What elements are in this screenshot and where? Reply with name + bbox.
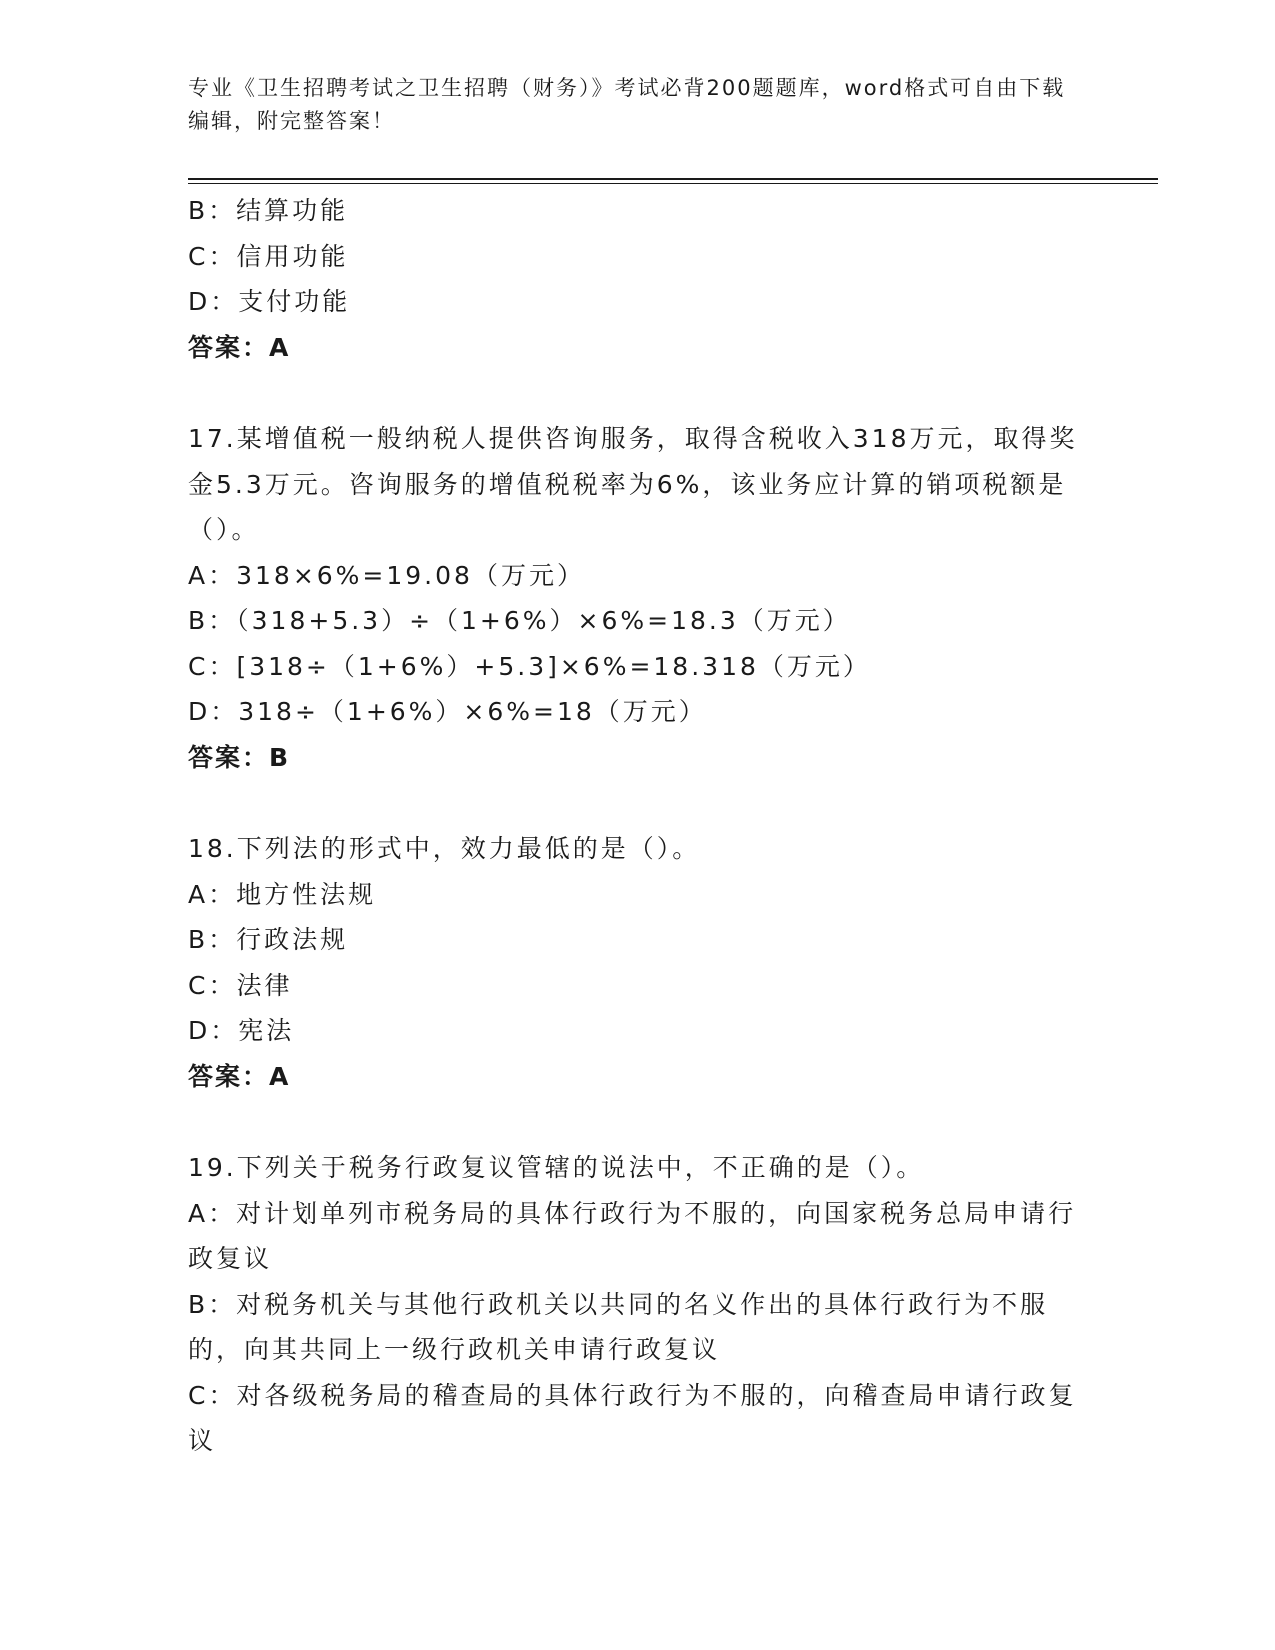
option-a: A：对计划单列市税务局的具体行政行为不服的，向国家税务总局申请行政复议 bbox=[188, 1198, 1077, 1273]
document-header bbox=[188, 72, 1068, 138]
question-17 bbox=[188, 416, 1088, 780]
answer-line: 答案：A bbox=[188, 332, 291, 362]
header-title: 专业《卫生招聘考试之卫生招聘（财务）》考试必背200题题库，word格式可自由下载编辑，附完整答案！ bbox=[188, 76, 1066, 133]
option-c: C：对各级税务局的稽查局的具体行政行为不服的，向稽查局申请行政复议 bbox=[188, 1380, 1077, 1455]
question-19 bbox=[188, 1145, 1088, 1464]
option-d: D：支付功能 bbox=[188, 287, 351, 316]
answer-line: 答案：A bbox=[188, 1061, 291, 1091]
option-b: B：对税务机关与其他行政机关以共同的名义作出的具体行政行为不服的，向其共同上一级行政机关申请行政复议 bbox=[188, 1289, 1049, 1364]
option-b: B：（318+5.3）÷（1+6%）×6%=18.3（万元） bbox=[188, 606, 851, 635]
option-b: B：结算功能 bbox=[188, 196, 349, 225]
spacer bbox=[188, 1099, 1088, 1145]
option-c: C：信用功能 bbox=[188, 241, 349, 271]
spacer bbox=[188, 780, 1088, 826]
question-content bbox=[188, 188, 1088, 1464]
option-b: B：行政法规 bbox=[188, 925, 349, 954]
previous-question bbox=[188, 188, 1088, 370]
question-stem: 19.下列关于税务行政复议管辖的说法中，不正确的是（）。 bbox=[188, 1153, 925, 1182]
answer-line: 答案：B bbox=[188, 742, 291, 772]
header-divider bbox=[188, 178, 1158, 180]
option-d: D：318÷（1+6%）×6%=18（万元） bbox=[188, 697, 707, 726]
header-divider-thin bbox=[188, 183, 1158, 184]
option-d: D：宪法 bbox=[188, 1016, 295, 1045]
spacer bbox=[188, 370, 1088, 416]
question-stem: 18.下列法的形式中，效力最低的是（）。 bbox=[188, 834, 701, 863]
option-a: A：地方性法规 bbox=[188, 879, 377, 909]
option-c: C：法律 bbox=[188, 970, 293, 1000]
question-18 bbox=[188, 826, 1088, 1099]
option-a: A：318×6%=19.08（万元） bbox=[188, 560, 585, 590]
option-c: C：[318÷（1+6%）+5.3]×6%=18.318（万元） bbox=[188, 651, 871, 681]
question-stem: 17.某增值税一般纳税人提供咨询服务，取得含税收入318万元，取得奖金5.3万元。咨询服务的增值税税率为6%，该业务应计算的销项税额是（）。 bbox=[188, 424, 1078, 544]
